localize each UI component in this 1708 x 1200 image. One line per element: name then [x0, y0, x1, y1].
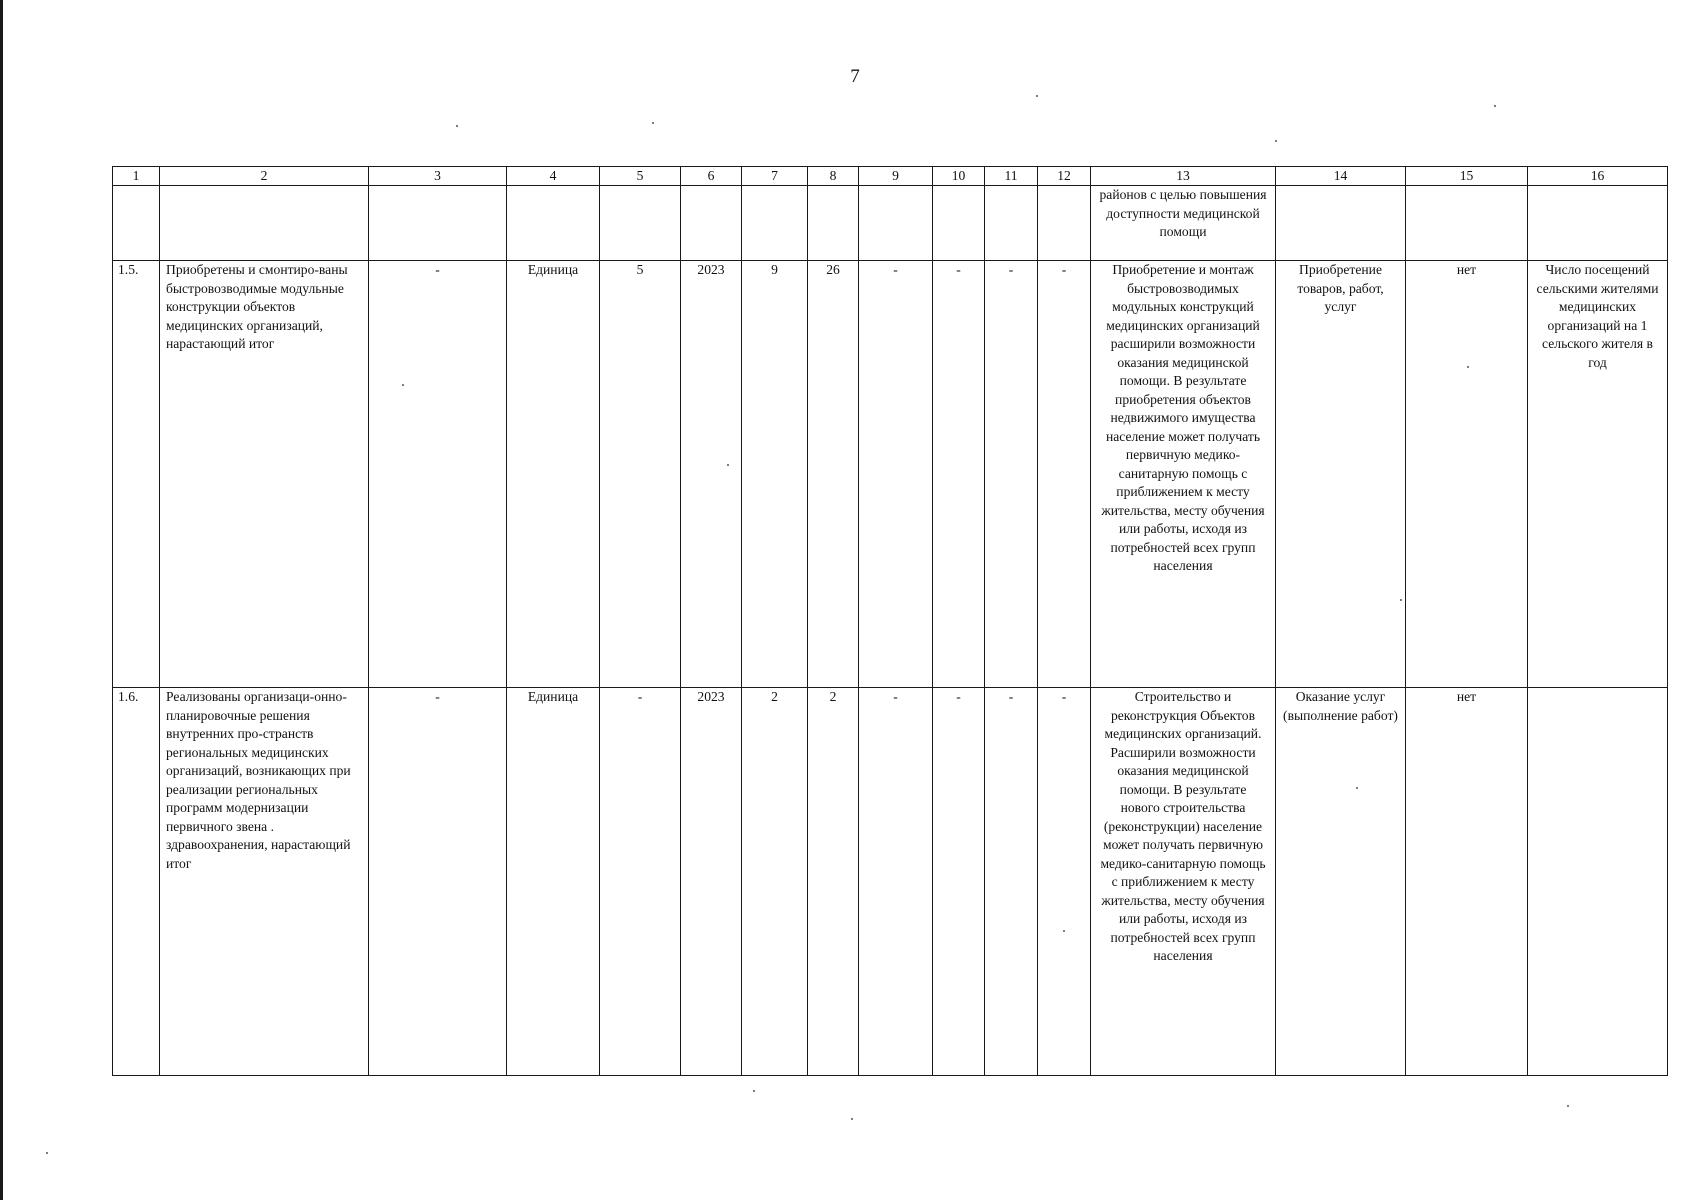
table-cell — [160, 186, 369, 261]
scan-speck — [1467, 366, 1469, 368]
table-cell: - — [985, 688, 1038, 1076]
column-number: 9 — [859, 167, 933, 186]
table-cell — [985, 186, 1038, 261]
column-number: 15 — [1406, 167, 1528, 186]
column-number: 2 — [160, 167, 369, 186]
table-cell: 5 — [600, 261, 681, 688]
table-cell — [600, 186, 681, 261]
table-cell: 26 — [808, 261, 859, 688]
table-cell — [369, 186, 507, 261]
scan-speck — [1494, 105, 1496, 107]
column-number: 7 — [742, 167, 808, 186]
indicator-cell — [1528, 688, 1668, 1076]
type-cell: Приобретение товаров, работ, услуг — [1276, 261, 1406, 688]
table-cell: 2 — [808, 688, 859, 1076]
scan-speck — [851, 1118, 853, 1120]
scan-speck — [1567, 1105, 1569, 1107]
table-cell — [507, 186, 600, 261]
table-cell: 9 — [742, 261, 808, 688]
column-number: 6 — [681, 167, 742, 186]
column-number: 1 — [113, 167, 160, 186]
year-cell: 2023 — [681, 261, 742, 688]
table-cell: нет — [1406, 261, 1528, 688]
scan-speck — [753, 1090, 755, 1092]
table-cell: - — [933, 261, 985, 688]
continued-description-cell: районов с целью повышения доступности медицинской помощи — [1091, 186, 1276, 261]
table-row — [113, 688, 1668, 1076]
type-cell: Оказание услуг (выполнение работ) — [1276, 688, 1406, 1076]
table-cell: - — [985, 261, 1038, 688]
scan-speck — [1063, 930, 1065, 932]
year-cell: 2023 — [681, 688, 742, 1076]
scan-speck — [1356, 787, 1358, 789]
scan-speck — [402, 384, 404, 386]
scan-edge — [0, 0, 3, 1200]
indicator-table — [112, 166, 1668, 1076]
column-number: 16 — [1528, 167, 1668, 186]
scan-speck — [46, 1152, 48, 1154]
table-cell: - — [369, 688, 507, 1076]
unit-cell: Единица — [507, 688, 600, 1076]
table-cell — [859, 186, 933, 261]
column-number: 5 — [600, 167, 681, 186]
table-cell: 2 — [742, 688, 808, 1076]
scan-speck — [456, 125, 458, 127]
column-number: 4 — [507, 167, 600, 186]
table-cell: - — [859, 688, 933, 1076]
row-number-cell: 1.5. — [113, 261, 160, 688]
description-cell: Строительство и реконструкция Объектов медицинских организаций. Расширили возможности оказания медицинской помощи. В результате нового строительства (реконструкции) население может получать первичную медико-санитарную помощь с приближением к месту жительства, месту обучения или работы, исходя из потребностей всех групп населения — [1091, 688, 1276, 1076]
result-name-cell: Реализованы организаци-онно-планировочные решения внутренних про-странств региональных медицинских организаций, возникающих при реализации региональных программ модернизации первичного звена . здравоохранения, нарастающий итог — [160, 688, 369, 1076]
scan-speck — [727, 464, 729, 466]
column-number: 13 — [1091, 167, 1276, 186]
column-number: 14 — [1276, 167, 1406, 186]
column-number: 12 — [1038, 167, 1091, 186]
indicator-cell: Число посещений сельскими жителями медицинских организаций на 1 сельского жителя в год — [1528, 261, 1668, 688]
column-number-row — [113, 167, 1668, 186]
table-cell — [808, 186, 859, 261]
continuation-row — [113, 186, 1668, 261]
table-cell — [1276, 186, 1406, 261]
scan-speck — [1275, 140, 1277, 142]
description-cell: Приобретение и монтаж быстровозводимых модульных конструкций медицинских организаций расширили возможности оказания медицинской помощи. В результате приобретения объектов недвижимого имущества население может получать первичную медико-санитарную помощь с приближением к месту жительства, месту обучения или работы, исходя из потребностей всех групп населения — [1091, 261, 1276, 688]
column-number: 10 — [933, 167, 985, 186]
result-name-cell: Приобретены и смонтиро-ваны быстровозводимые модульные конструкции объектов медицинских организаций, нарастающий итог — [160, 261, 369, 688]
scan-speck — [1400, 599, 1402, 601]
scan-speck — [1036, 95, 1038, 97]
page-number: 7 — [850, 66, 860, 87]
unit-cell: Единица — [507, 261, 600, 688]
table-cell — [113, 186, 160, 261]
table-cell — [933, 186, 985, 261]
row-number-cell: 1.6. — [113, 688, 160, 1076]
table-cell: - — [1038, 688, 1091, 1076]
table-cell: - — [1038, 261, 1091, 688]
table-cell: нет — [1406, 688, 1528, 1076]
scan-speck — [652, 122, 654, 124]
table-cell: - — [369, 261, 507, 688]
table-cell — [1528, 186, 1668, 261]
table-cell — [742, 186, 808, 261]
table-row — [113, 261, 1668, 688]
column-number: 3 — [369, 167, 507, 186]
table-cell — [681, 186, 742, 261]
table-cell: - — [859, 261, 933, 688]
table-cell: - — [600, 688, 681, 1076]
table-cell — [1406, 186, 1528, 261]
table-cell — [1038, 186, 1091, 261]
column-number: 11 — [985, 167, 1038, 186]
column-number: 8 — [808, 167, 859, 186]
table-cell: - — [933, 688, 985, 1076]
